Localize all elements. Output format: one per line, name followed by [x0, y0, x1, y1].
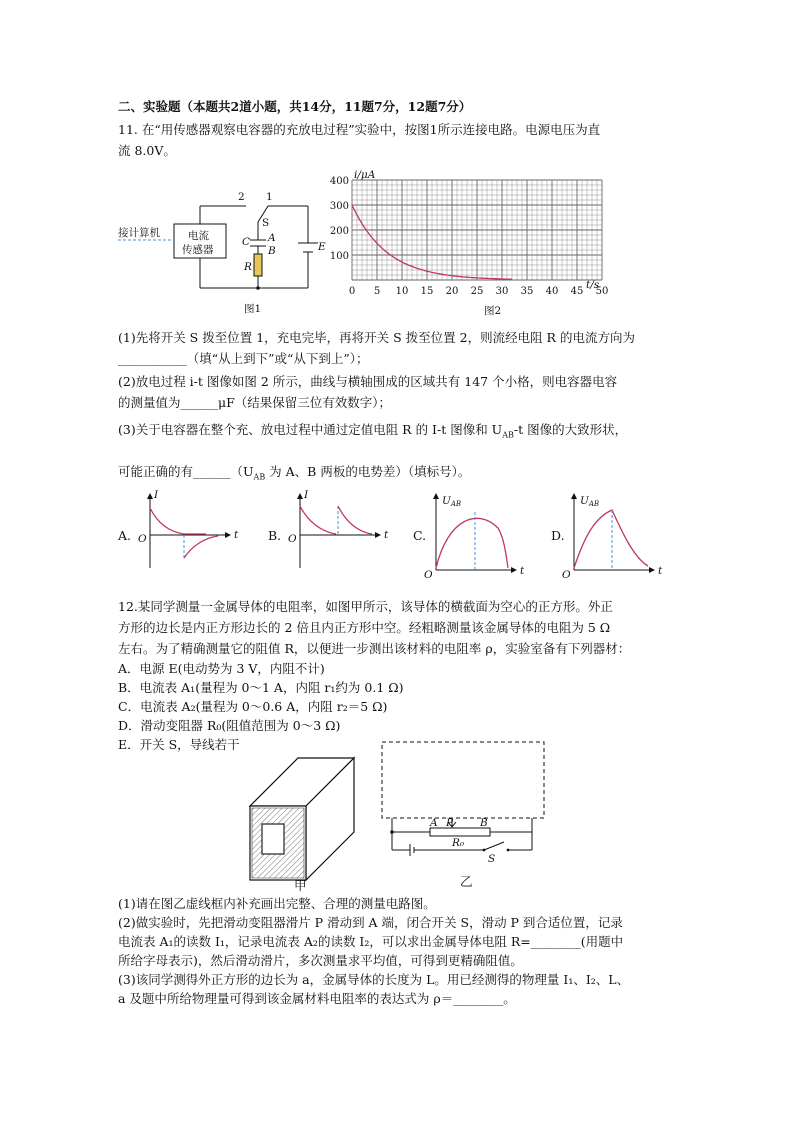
svg-text:t: t: [384, 529, 389, 541]
q12-sub3-b: a 及题中所给物理量可得到该金属材料电阻率的表达式为 ρ＝________。: [118, 991, 516, 1006]
section-title: 二、实验题（本题共2道小题，共14分，11题7分，12题7分）: [118, 99, 472, 114]
fig2-xtick-label: 45: [570, 286, 584, 297]
fig2-xtick-label: 15: [420, 286, 434, 297]
fig2-xtick-label: 20: [445, 286, 459, 297]
fig1-pos1: 1: [266, 191, 273, 203]
svg-text:I: I: [154, 489, 159, 501]
figure-yi-circuit: [380, 740, 550, 890]
q12-option-a: A．电源 E(电动势为 3 V，内阻不计): [118, 661, 325, 676]
fig2-xtick-label: 50: [595, 286, 609, 297]
option-a-graph: [118, 489, 239, 568]
fig2-ytick-label: 200: [329, 226, 349, 237]
q12-option-d: D．滑动变阻器 R₀(阻值范围为 0～3 Ω): [118, 718, 341, 733]
q12-line3: 左右。为了精确测量它的阻值 R，以便进一步测出该材料的电阻率 ρ，实验室备有下列器材：: [118, 641, 631, 656]
q11-part1-a: (1)先将开关 S 拨至位置 1，充电完毕，再将开关 S 拨至位置 2，则流经电阻 R 的电流方向为: [118, 330, 635, 345]
figure-jia-conductor: [246, 742, 366, 892]
q12-sub2-b: 电流表 A₁的读数 I₁，记录电流表 A₂的读数 I₂，可以求出金属导体电阻 R=________(用题中: [118, 934, 624, 949]
figure-2-graph: [328, 168, 628, 318]
q11-part1-b: ___________（填“从上到下”或“从下到上”）；: [118, 351, 369, 366]
fig2-grid: [352, 180, 602, 280]
svg-text:t: t: [658, 565, 663, 577]
q11-part2-b: 的测量值为______μF（结果保留三位有效数字）；: [118, 395, 392, 410]
svg-text:UAB: UAB: [442, 495, 462, 508]
fig2-ylabel: i/μA: [354, 169, 376, 181]
svg-text:O: O: [562, 569, 571, 578]
q11-part3-b: 可能正确的有$\_\_\_\_\_\_(U_{AB}$ 为 A、B 两板的电势差）（填标号）。: [118, 464, 471, 482]
q12-sub1: (1)请在图乙虚线框内补充画出完整、合理的测量电路图。: [118, 896, 436, 911]
fig1-computer-label: 接计算机: [118, 227, 160, 239]
q11-line2: 流 8.0V。: [118, 143, 176, 158]
svg-text:t: t: [520, 565, 525, 577]
fig2-xlabel: t/s: [586, 279, 600, 291]
fig1-a: A: [268, 232, 276, 244]
fig2-caption: 图2: [484, 305, 502, 317]
fig2-xtick-label: 25: [470, 286, 484, 297]
fig1-sensor-label-2: 传感器: [182, 244, 214, 256]
fig1-pos2: 2: [238, 191, 245, 203]
svg-text:R₀: R₀: [452, 837, 465, 849]
fig2-xtick-label: 10: [395, 286, 409, 297]
fig2-xtick-label: 40: [545, 286, 559, 297]
svg-text:O: O: [138, 533, 147, 545]
fig1-r: R: [244, 261, 252, 273]
svg-text:UAB: UAB: [580, 495, 600, 508]
fig2-ytick-label: 300: [329, 201, 349, 212]
option-d-graph: [551, 494, 663, 578]
fig2-ytick-label: 100: [329, 251, 349, 262]
q11-line1: 11. 在“用传感器观察电容器的充放电过程”实验中，按图1所示连接电路。电源电压为直: [118, 122, 601, 137]
option-a-label: A.: [118, 528, 132, 543]
q11-option-graphs: [118, 488, 718, 578]
svg-text:P: P: [446, 817, 454, 829]
svg-text:t: t: [234, 529, 239, 541]
q11-part2-a: (2)放电过程 i-t 图像如图 2 所示，曲线与横轴围成的区域共有 147 个小格，则电容器电容: [118, 374, 618, 389]
q12-sub2-c: 所给字母表示)，然后滑动滑片，多次测量求平均值，可得到更精确阻值。: [118, 953, 523, 968]
option-c-graph: [413, 494, 525, 578]
fig2-ytick-label: 400: [329, 176, 349, 187]
q12-sub3-a: (3)该同学测得外正方形的边长为 a，金属导体的长度为 L。用已经测得的物理量 I₁、I₂、L、: [118, 972, 630, 987]
fig1-sensor-label-1: 电流: [188, 230, 209, 242]
fig1-caption: 图1: [244, 303, 262, 315]
q12-line2: 方形的边长是内正方形边长的 2 倍且内正方形中空。经粗略测量该金属导体的电阻为 5 Ω: [118, 620, 611, 635]
option-b-label: B.: [268, 528, 282, 543]
fig2-xtick-label: 5: [373, 286, 381, 297]
fig2-xtick-label: 30: [495, 286, 509, 297]
svg-text:S: S: [488, 853, 496, 865]
svg-text:B: B: [480, 817, 488, 829]
option-d-label: D.: [551, 528, 565, 543]
svg-text:A: A: [430, 817, 438, 829]
svg-text:I: I: [304, 489, 309, 501]
fig1-e: E: [318, 241, 326, 253]
q12-option-e: E．开关 S，导线若干: [118, 737, 240, 752]
option-c-label: C.: [413, 528, 427, 543]
fig2-xtick-label: 0: [348, 286, 356, 297]
q12-option-b: B．电流表 A₁(量程为 0～1 A，内阻 r₁约为 0.1 Ω): [118, 680, 404, 695]
option-b-graph: [268, 489, 389, 568]
q12-option-c: C．电流表 A₂(量程为 0～0.6 A，内阻 r₂＝5 Ω): [118, 699, 388, 714]
q12-sub2-a: (2)做实验时，先把滑动变阻器滑片 P 滑动到 A 端，闭合开关 S，滑动 P 到合适位置，记录: [118, 915, 623, 930]
fig1-c: C: [242, 236, 251, 248]
fig-jia-caption: 甲: [294, 878, 307, 892]
fig-yi-caption: 乙: [460, 874, 473, 889]
fig1-switch: S: [262, 217, 270, 229]
fig2-xtick-label: 35: [520, 286, 534, 297]
q11-part3-a: (3)关于电容器在整个充、放电过程中通过定值电阻 R 的 I-t 图像和 $U_{AB}-t$ 图像的大致形状，: [118, 422, 628, 440]
figure-1-circuit: [118, 188, 338, 318]
fig1-b: B: [268, 245, 276, 257]
q12-line1: 12.某同学测量一金属导体的电阻率，如图甲所示，该导体的横截面为空心的正方形。外正: [118, 599, 613, 614]
svg-text:O: O: [288, 533, 297, 545]
svg-text:O: O: [424, 569, 433, 578]
